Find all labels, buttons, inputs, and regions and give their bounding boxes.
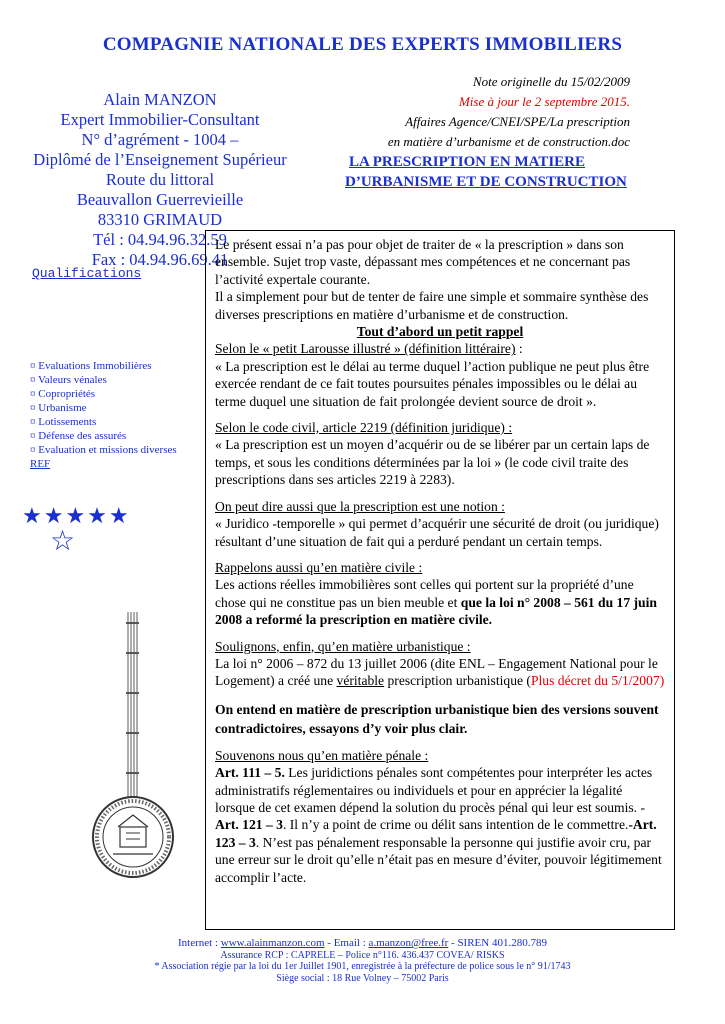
author-fax: Fax : 04.94.96.69.41 [91,250,229,269]
qualifications-link[interactable]: Qualifications [32,266,142,281]
author-role: Expert Immobilier-Consultant [60,110,260,129]
bold-statement: On entend en matière de prescription urbanistique bien des versions souvent contradictoires, essayons d’y voir plus clair. [215,701,659,736]
content-box [205,230,675,930]
larousse-heading: Selon le « petit Larousse illustré » (définition littéraire) [215,341,516,357]
larousse-colon: : [515,341,523,357]
civile-heading: Rappelons aussi qu’en matière civile : [215,559,423,575]
author-name: Alain MANZON [103,90,217,109]
civile-text: Les actions réelles immobilières sont celles qui portent sur la propriété d’une chose qui ne constitue pas un bien meuble et [215,577,634,610]
urbanistique-decret: Plus décret du 5/1/2007) [530,673,665,689]
document-title [345,152,627,192]
document-title-line1: LA PRESCRIPTION EN MATIERE [349,154,586,170]
service-item: ¤ Lotissements [30,416,97,428]
ref-link[interactable]: REF [30,458,51,470]
civil-heading: Selon le code civil, article 2219 (définition juridique) : [215,420,513,436]
art-123-text: . N’est pas pénalement responsable la personne qui justifie avoir cru, par une erreur sur le droit qu’elle n’était pas en mesure d’éviter, pouvoir légitimement accomplir l’acte. [215,834,662,885]
penale-heading: Souvenons nous qu’en matière pénale : [215,747,429,763]
art-111-text: Les juridictions pénales sont compétentes pour interpréter les actes administratifs réglementaires ou individuels et pour en apprécier la légalité lorsque de cet examen dépend la solution du procès pénal qui leur est soumis. - [215,765,653,815]
art-121-label: Art. 121 – 3 [215,817,283,833]
note-original-date: Note originelle du 15/02/2009 [472,74,630,89]
intro-paragraph-1: Le présent essai n’a pas pour objet de traiter de « la prescription » dans son ensemble. Sujet trop vaste, dépassant mes compétences et ne concernant pas l’activité expertale courante. [215,237,631,287]
footer [0,938,725,984]
footer-assurance: Assurance RCP : CAPRELE – Police n°116. 436.437 COVEA/ RISKS [220,949,505,961]
footer-email-label: - Email : [324,937,369,949]
author-agrement: N° d’agrément - 1004 – [81,130,239,149]
note-update-date: Mise à jour le 2 septembre 2015. [458,94,630,109]
document-title-line2: D’URBANISME ET DE CONSTRUCTION [345,174,627,190]
note-file-path: Affaires Agence/CNEI/SPE/La prescription [405,114,630,129]
page-title: COMPAGNIE NATIONALE DES EXPERTS IMMOBILIERS [102,34,623,55]
note-file-name: en matière d’urbanisme et de construction.doc [387,134,630,149]
association-seal-icon [88,612,188,892]
art-121-text: . Il n’y a point de crime ou délit sans intention de le commettre. [282,817,629,833]
footer-association: * Association régie par la loi du 1er Juillet 1901, enregistrée à la préfecture de police sous le n° 91/1743 [154,961,571,972]
footer-siege: Siège social : 18 Rue Volney – 75002 Paris [276,972,449,984]
civile-paragraph [215,576,665,628]
author-tel: Tél : 04.94.96.32.59 [93,230,227,249]
footer-contact-line [0,938,725,950]
service-item: ¤ Valeurs vénales [30,374,107,386]
urbanistique-text-1: La loi n° 2006 – 872 du 13 juillet 2006 (dite ENL – Engagement National pour le Logement) a créé une [215,655,658,689]
email-link[interactable]: a.manzon@free.fr [368,937,449,949]
civile-law-reference: que la loi n° 2008 – 561 du 17 juin 2008 a reformé la prescription en matière civile. [215,594,657,628]
author-address-line1: Route du littoral [105,170,215,189]
rappel-heading: Tout d’abord un petit rappel [356,324,524,340]
urbanistique-text-2: prescription urbanistique ( [384,673,531,689]
intro-paragraph-2: Il a simplement pour but de tenter de faire une simple et sommaire synthèse des diverses prescriptions en matière d’urbanisme et de construction. [215,289,649,322]
star-rating-icon: ★★★★★ [22,503,131,528]
service-item: ¤ Urbanisme [30,402,87,414]
star-outline-icon: ☆ [50,526,76,557]
service-item: ¤ Copropriétés [30,388,96,400]
service-item: ¤ Evaluation et missions diverses [30,444,177,456]
notion-definition: « Juridico -temporelle » qui permet d’acquérir une sécurité de droit (ou juridique) résultant d’une situation de fait qui a perduré pendant un certain temps. [215,516,659,549]
author-address-line2: Beauvallon Guerrevieille [76,190,244,209]
urbanistique-paragraph [215,655,665,690]
website-link[interactable]: www.alainmanzon.com [220,937,325,949]
author-diplome: Diplômé de l’Enseignement Supérieur [33,150,287,169]
art-123-label: -Art. 123 – 3 [215,817,657,850]
footer-internet-label: Internet : [178,937,221,949]
author-address-line3: 83310 GRIMAUD [97,210,223,229]
civil-definition: « La prescription est un moyen d’acquérir ou de se libérer par un certain laps de temps, et sous les conditions déterminées par la loi » (le code civil traite des prescriptions dans ses articles 2219 à 2283). [215,437,650,488]
notion-heading: On peut dire aussi que la prescription est une notion : [215,498,505,514]
urbanistique-veritable: véritable [336,673,385,689]
larousse-definition: « La prescription est le délai au terme duquel l’action publique ne peut plus être exercée rendant de ce fait toutes poursuites pénales impossibles ou le délai au terme duquel une situation de fait prolongée devient source de droit ». [215,358,650,409]
services-list [30,359,177,471]
footer-siren: - SIREN 401.280.789 [448,937,547,949]
larousse-section [215,340,665,357]
art-111-label: Art. 111 – 5. [215,765,285,781]
penale-paragraph [215,764,665,886]
urbanistique-heading: Soulignons, enfin, qu’en matière urbanistique : [215,638,471,654]
service-item: ¤ Défense des assurés [30,430,127,442]
service-item: ¤ Evaluations Immobilières [30,360,152,372]
